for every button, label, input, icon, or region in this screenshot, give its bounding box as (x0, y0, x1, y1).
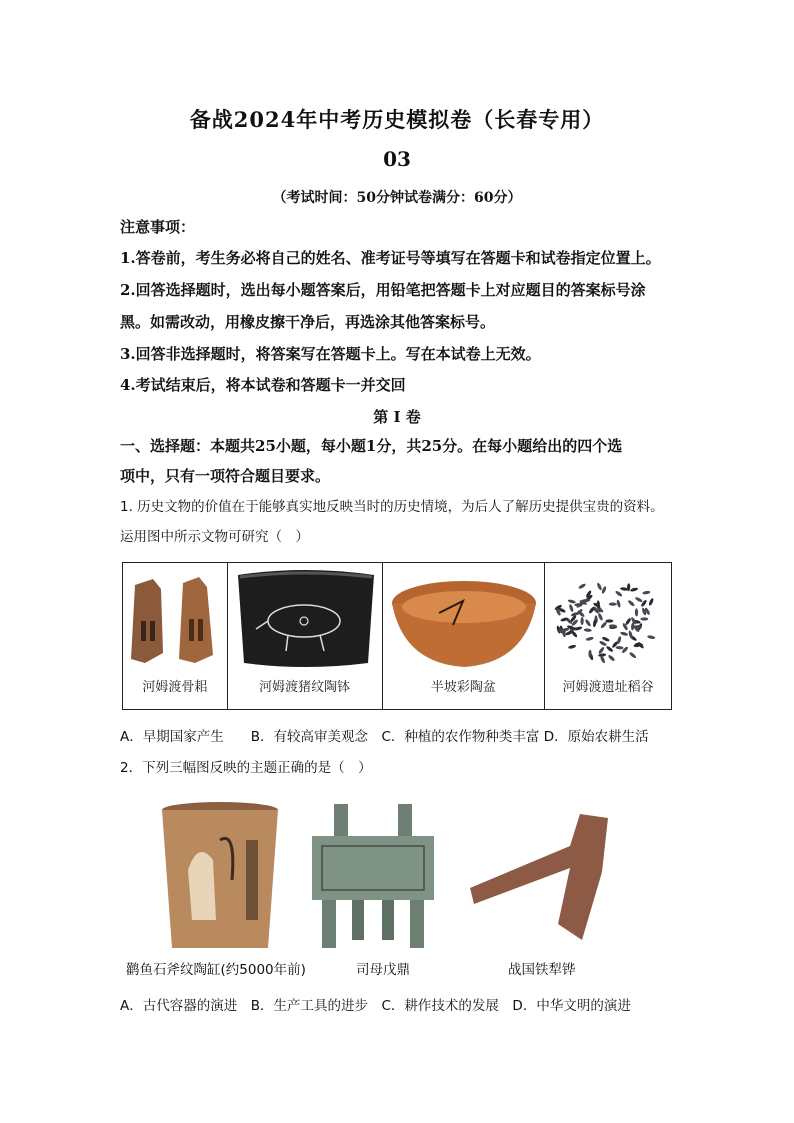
rice-grain (620, 631, 629, 636)
note-item: 2.回答选择题时，选出每小题答案后，用铅笔把答题卡上对应题目的答案标号涂 (120, 281, 646, 299)
question-1-stem: 1. 历史文物的价值在于能够真实地反映当时的历史情境，为后人了解历史提供宝贵的资料。 (120, 499, 664, 515)
rice-grain (596, 582, 602, 591)
rice-grain (584, 628, 592, 632)
rice-grain (616, 599, 621, 608)
section-intro: 一、选择题：本题共25小题，每小题1分，共25分。在每小题给出的四个选 (120, 437, 623, 455)
notes-heading: 注意事项： (120, 218, 196, 236)
rice-grain (616, 646, 624, 650)
rice-grain (599, 640, 608, 647)
rice-grain (648, 598, 654, 607)
rice-grain (578, 583, 587, 590)
image-caption: 河姆渡遗址稻谷 (562, 680, 654, 695)
simuwu-ding-image (308, 800, 438, 952)
rice-grain (568, 599, 577, 604)
image-cell (545, 563, 671, 709)
rice-grain (606, 619, 614, 622)
image-caption: 河姆渡猪纹陶钵 (259, 680, 351, 695)
question-2-stem: 2．下列三幅图反映的主题正确的是（ ） (120, 760, 372, 776)
rice-grain (635, 608, 638, 616)
question-1-stem: 运用图中所示文物可研究（ ） (120, 529, 309, 545)
question-1-image-table (122, 562, 672, 710)
pottery-jar-image (158, 800, 282, 952)
rice-grain (569, 604, 575, 613)
rice-grain (602, 636, 611, 642)
image-caption: 河姆渡骨耜 (142, 680, 208, 695)
note-item: 4.考试结束后，将本试卷和答题卡一并交回 (120, 376, 406, 394)
image-caption: 司母戊鼎 (356, 962, 410, 978)
rice-grain (598, 646, 605, 654)
volume-heading: 第 I 卷 (373, 408, 421, 426)
rice-grain (630, 587, 639, 592)
rice-grain (635, 596, 644, 603)
rice-grain (585, 619, 592, 627)
note-item: 黑。如需改动，用橡皮擦干净后，再选涂其他答案标号。 (120, 313, 496, 331)
exam-info: （考试时间：50分钟试卷满分：60分） (272, 190, 522, 206)
rice-grain (608, 654, 616, 662)
image-caption: 鹳鱼石斧纹陶缸(约5000年前) (126, 962, 306, 978)
rice-grain (615, 590, 623, 597)
rice-grain (641, 617, 649, 620)
section-intro: 项中，只有一项符合题目要求。 (120, 467, 331, 485)
rice-grain (647, 635, 655, 640)
image-cell (383, 563, 546, 709)
rice-grain (625, 617, 632, 625)
image-cell (123, 563, 228, 709)
rice-grain (597, 613, 603, 622)
rice-grain (574, 626, 583, 631)
rice-grain (642, 590, 650, 595)
rice-grain (600, 621, 608, 629)
question-1-options: A．早期国家产生 B．有较高审美观念 C．种植的农作物种类丰富 D．原始农耕生活 (120, 729, 649, 745)
page-title: 备战2024年中考历史模拟卷（长春专用） (189, 107, 605, 132)
note-item: 3.回答非选择题时，将答案写在答题卡上。写在本试卷上无效。 (120, 345, 541, 363)
image-cell (228, 563, 383, 709)
page-subtitle: 03 (383, 147, 411, 171)
rice-grain (601, 586, 607, 595)
rice-grain (586, 636, 595, 641)
image-caption: 战国铁犁铧 (508, 962, 576, 978)
iron-plough-image (470, 812, 614, 942)
question-2-options: A．古代容器的演进 B．生产工具的进步 C．耕作技术的发展 D．中华文明的演进 (120, 998, 631, 1014)
rice-grain (629, 651, 637, 659)
rice-grain (609, 603, 617, 606)
note-item: 1.答卷前，考生务必将自己的姓名、准考证号等填写在答题卡和试卷指定位置上。 (120, 249, 661, 267)
rice-grain (628, 599, 636, 607)
rice-grain (581, 617, 584, 625)
rice-grain (568, 644, 577, 649)
image-caption: 半坡彩陶盆 (430, 680, 496, 695)
